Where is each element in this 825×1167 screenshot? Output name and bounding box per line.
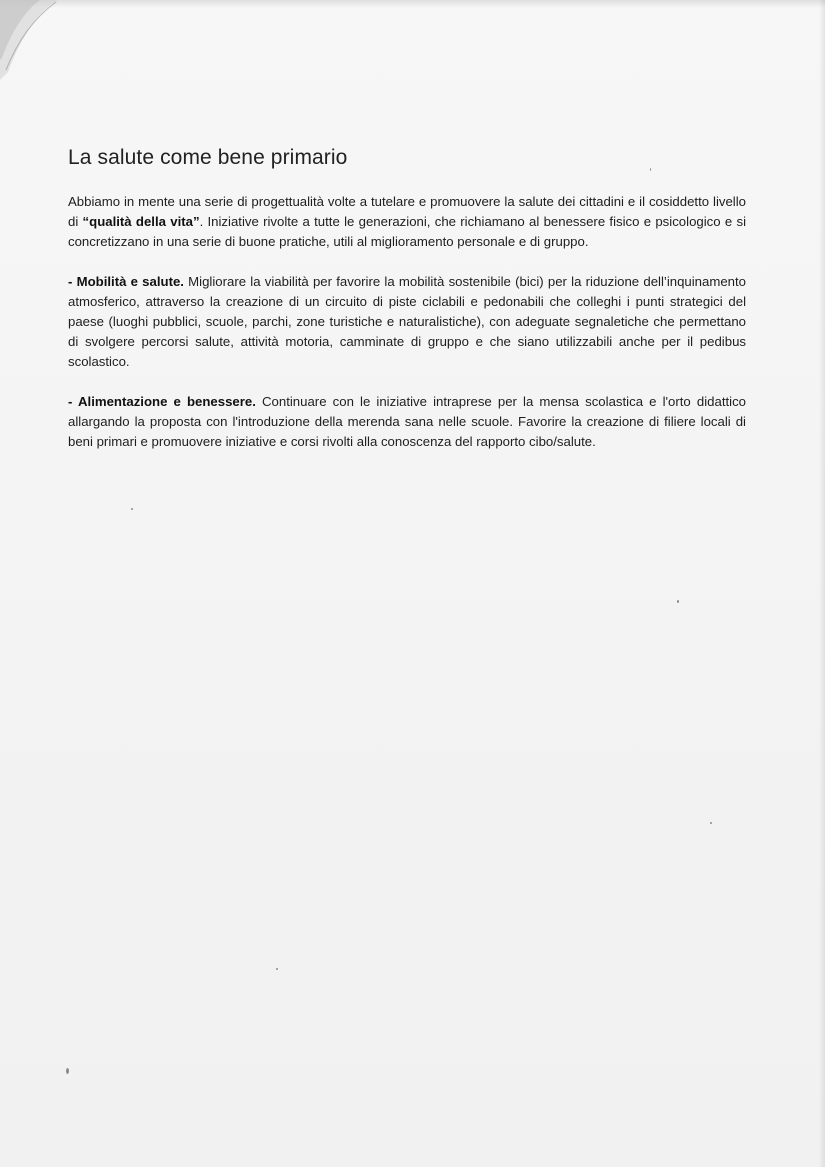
scan-speck (276, 968, 278, 970)
page-title: La salute come bene primario (68, 146, 348, 169)
section-mobility-heading: - Mobilità e salute. (68, 274, 184, 289)
section-nutrition-heading: - Alimentazione e benessere. (68, 394, 256, 409)
intro-text-end: . Iniziative rivolte a tutte le generazioni, che richiamano al benessere fisico e psicologico e si concretizzano in una serie di buone pratiche, utili al miglioramento personale e di gruppo. (68, 214, 746, 249)
scan-speck (66, 1068, 69, 1074)
intro-text-start: Abbiamo in mente una serie di progettualità volte a tutelare e promuovere la salute dei cittadini e il cosiddetto livello di (68, 194, 746, 229)
intro-bold-phrase: “qualità della vita” (82, 214, 200, 229)
document-body (68, 146, 746, 472)
folded-corner-scan-artifact (0, 0, 90, 90)
section-nutrition-paragraph (68, 392, 746, 452)
scan-speck (131, 508, 133, 510)
scan-speck (677, 600, 679, 603)
scan-speck (710, 822, 712, 824)
section-mobility-paragraph (68, 272, 746, 372)
section-nutrition-text: Continuare con le iniziative intraprese per la mensa scolastica e l'orto didattico allargando la proposta con l'introduzione della merenda sana nelle scuole. Favorire la creazione di filiere locali di beni primari e promuovere iniziative e corsi rivolti alla conoscenza del rapporto cibo/salute. (68, 394, 746, 449)
section-mobility-text: Migliorare la viabilità per favorire la mobilità sostenibile (bici) per la riduzione dell’inquinamento atmosferico, attraverso la creazione di un circuito di piste ciclabili e pedonabili che colleghi i punti strategici del paese (luoghi pubblici, scuole, parchi, zone turistiche e naturalistiche), con adeguate segnaletiche che permettano di svolgere percorsi salute, attività motoria, camminate di gruppo e che siano utilizzabili anche per il pedibus scolastico. (68, 274, 747, 369)
scan-speck (650, 168, 651, 171)
intro-paragraph (68, 192, 746, 252)
scan-edge-shadow-right (819, 0, 825, 1167)
scan-edge-shadow-top (0, 0, 825, 8)
